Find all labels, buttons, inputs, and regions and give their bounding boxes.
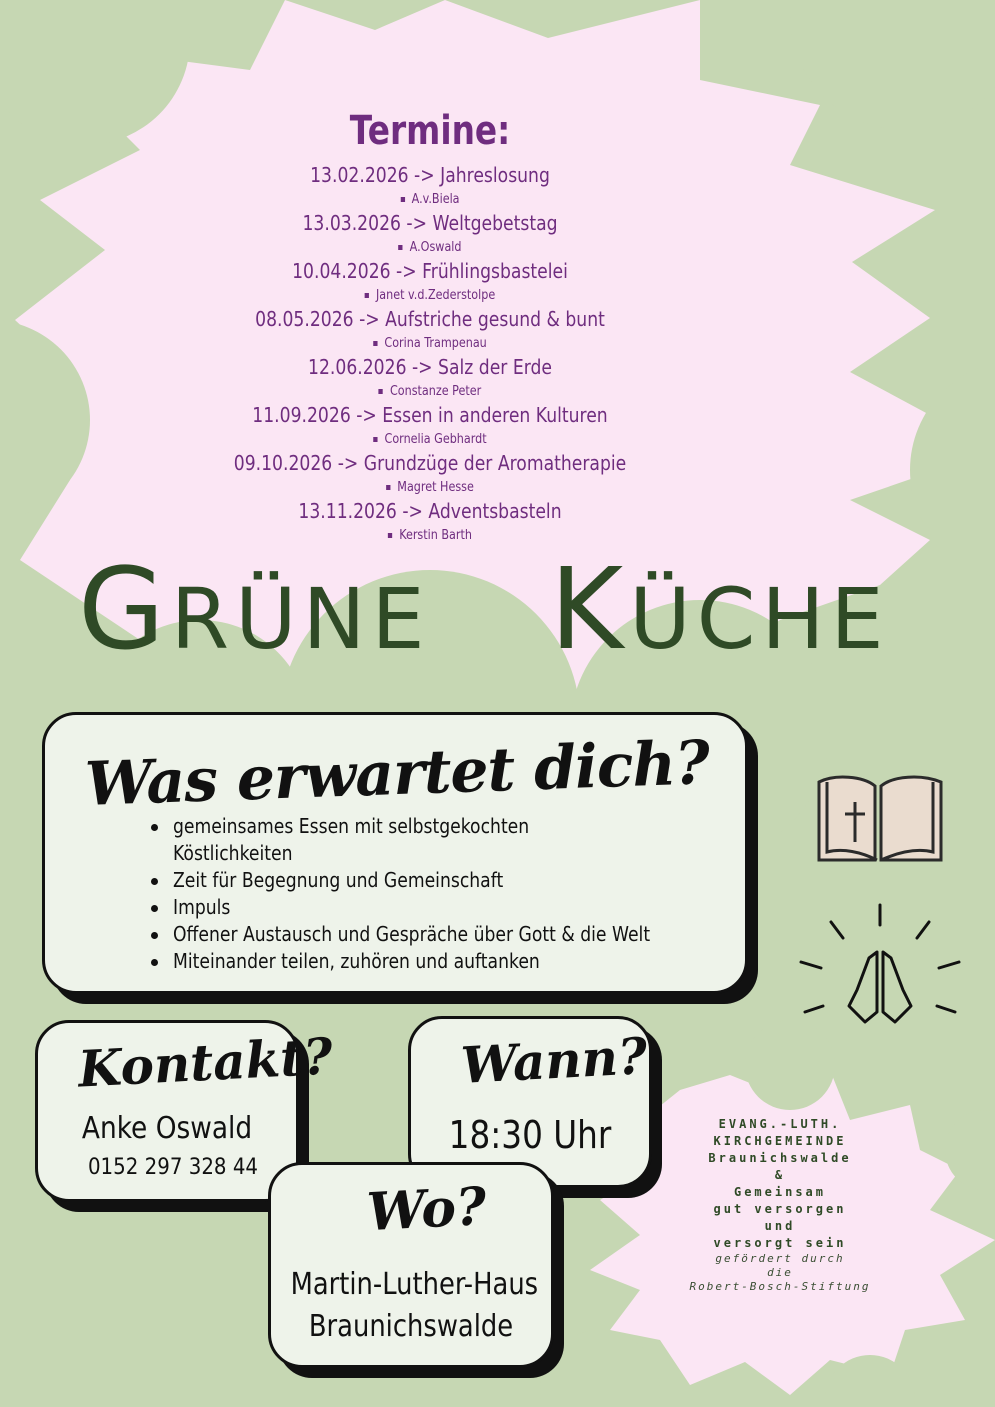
event-leader-name: Corina Trampenau: [384, 336, 487, 351]
sponsor-line-1: EVANG.-LUTH.: [718, 1117, 842, 1131]
event-leader-name: Cornelia Gebhardt: [384, 432, 487, 447]
wo-card: [268, 1162, 554, 1368]
praying-hands-icon: [795, 900, 965, 1030]
event-line: 10.04.2026 -> Frühlingsbastelei: [292, 259, 568, 283]
event-time: 18:30 Uhr: [448, 1113, 612, 1157]
sponsor-line-10: die: [767, 1266, 793, 1279]
wann-heading: Wann?: [459, 1026, 649, 1095]
termine-title: Termine:: [349, 108, 511, 154]
title-word1-rest: RÜNE: [170, 570, 431, 668]
sponsor-line-6: gut versorgen: [713, 1202, 847, 1216]
list-item-text: Impuls: [173, 895, 231, 919]
list-item: [173, 948, 728, 975]
event-line: 11.09.2026 -> Essen in anderen Kulturen: [252, 403, 608, 427]
event-leader: [60, 237, 800, 258]
kontakt-heading: Kontakt?: [76, 1026, 334, 1099]
sponsor-line-2: KIRCHGEMEINDE: [713, 1134, 847, 1148]
sponsor-line-9: gefördert durch: [715, 1252, 845, 1265]
bible-cross-icon: [815, 772, 945, 868]
wo-heading: Wo?: [365, 1175, 488, 1244]
list-item: [173, 894, 728, 921]
event-leader-name: A.v.Biela: [411, 192, 460, 207]
sponsor-line-11: Robert-Bosch-Stiftung: [689, 1280, 871, 1293]
list-item: [173, 867, 728, 894]
list-item-text: Zeit für Begegnung und Gemeinschaft: [173, 868, 504, 892]
kontakt-card: [35, 1020, 334, 1202]
bullet-icon: [373, 341, 377, 346]
termine-section: [0, 108, 860, 546]
event-leader-name: Constanze Peter: [389, 384, 482, 399]
expectations-list: [173, 813, 728, 975]
event-leader: [60, 333, 800, 354]
list-item: [173, 813, 728, 867]
event-list: [0, 162, 860, 546]
event-line: 13.11.2026 -> Adventsbasteln: [298, 499, 562, 523]
list-item-text: Miteinander teilen, zuhören und auftanken: [173, 949, 540, 973]
event-leader-name: Magret Hesse: [397, 480, 474, 495]
title-word2-rest: ÜCHE: [629, 570, 890, 668]
event-line: 08.05.2026 -> Aufstriche gesund & bunt: [255, 307, 605, 331]
was-erwartet-heading: Was erwartet dich?: [83, 728, 711, 820]
bullet-icon: [379, 389, 383, 394]
poster-title: [78, 540, 948, 689]
event-leader: [60, 477, 800, 498]
sponsor-line-8: versorgt sein: [713, 1236, 847, 1250]
location-line-1: Martin-Luther-Haus: [290, 1267, 539, 1302]
bullet-icon: [373, 437, 377, 442]
sponsor-line-4: &: [774, 1168, 786, 1182]
event-line: 13.03.2026 -> Weltgebetstag: [302, 211, 558, 235]
sponsor-line-7: und: [764, 1219, 796, 1233]
bullet-icon: [365, 293, 369, 298]
event-leader: [60, 285, 800, 306]
bullet-icon: [398, 245, 402, 250]
event-leader: [60, 429, 800, 450]
sponsor-block: [660, 1116, 900, 1294]
list-item-text: gemeinsames Essen mit selbstgekochten Köstlichkeiten: [173, 814, 530, 865]
event-leader: [60, 189, 800, 210]
contact-phone: 0152 297 328 44: [87, 1155, 259, 1180]
bullet-icon: [151, 959, 158, 966]
was-erwartet-card: [42, 712, 748, 994]
list-item: [173, 921, 728, 948]
bullet-icon: [400, 197, 404, 202]
event-leader-name: Janet v.d.Zederstolpe: [375, 288, 496, 303]
event-line: 09.10.2026 -> Grundzüge der Aromatherapie: [233, 451, 627, 475]
bullet-icon: [151, 932, 158, 939]
title-word1-initial: G: [78, 545, 171, 675]
sponsor-line-3: Braunichswalde: [708, 1151, 852, 1165]
contact-name: Anke Oswald: [81, 1111, 253, 1146]
bullet-icon: [151, 878, 158, 885]
bullet-icon: [151, 905, 158, 912]
event-line: 13.02.2026 -> Jahreslosung: [310, 163, 550, 187]
event-leader-name: Kerstin Barth: [399, 528, 472, 543]
bullet-icon: [151, 824, 158, 831]
bullet-icon: [388, 533, 392, 538]
event-leader-name: A.Oswald: [409, 240, 462, 255]
title-word2-initial: K: [549, 545, 630, 675]
event-leader: [60, 381, 800, 402]
event-line: 12.06.2026 -> Salz der Erde: [308, 355, 552, 379]
list-item-text: Offener Austausch und Gespräche über Gott & die Welt: [173, 922, 651, 946]
bullet-icon: [386, 485, 390, 490]
location-line-2: Braunichswalde: [308, 1309, 514, 1344]
sponsor-line-5: Gemeinsam: [733, 1185, 827, 1199]
